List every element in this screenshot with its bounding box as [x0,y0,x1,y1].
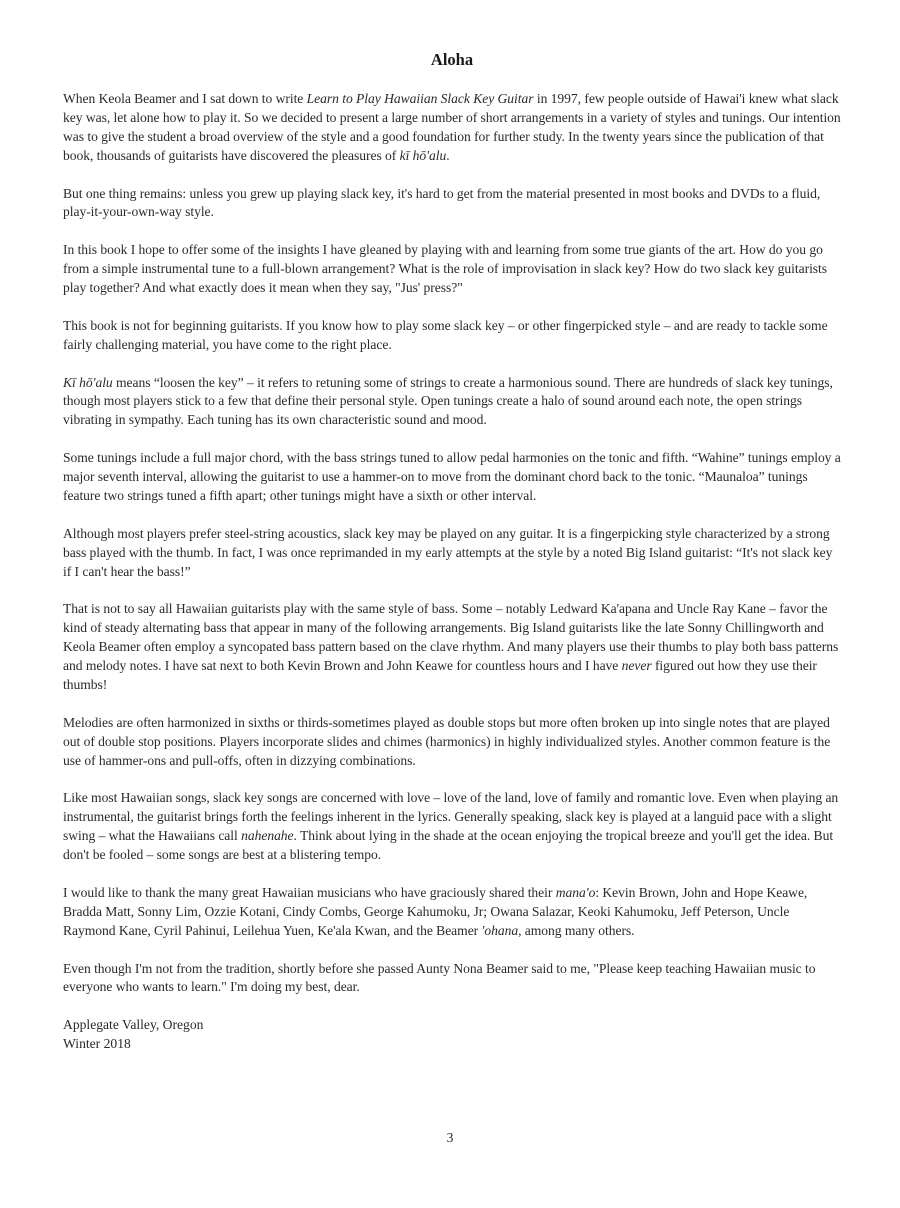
signature-block [63,1016,841,1054]
signature-place: Applegate Valley, Oregon [63,1017,204,1033]
body-text [63,90,841,997]
document-page [63,50,841,1054]
page-number: 3 [446,1130,454,1145]
text-run: Melodies are often harmonized in sixths or thirds-sometimes played as double stops but more often broken up into single notes that are played out of double stop positions. Players incorporate slides and chimes (harmonics) in highly individualized styles. Another common feature is the use of hammer-ons and pull-offs, often in dizzying combinations. [63,714,831,768]
text-run: When Keola Beamer and I sat down to write [63,91,307,106]
paragraph [63,185,841,223]
text-run: . [446,147,450,163]
text-run: Some tunings include a full major chord, with the bass strings tuned to allow pedal harmonies on the tonic and fifth. “Wahine” tunings employ a major seventh interval, allowing the guitarist to use a hammer-on to move from the dominant chord back to the tonic. “Maunaloa” tunings feature two strings tuned a fifth apart; other tunings might have a sixth or other interval. [63,450,841,503]
paragraph [63,525,841,582]
paragraph [63,960,841,998]
paragraph [63,789,841,865]
paragraph [63,374,841,431]
text-run: But one thing remains: unless you grew up playing slack key, it's hard to get from the material presented in most books and DVDs to a fluid, play-it-your-own-way style. [63,185,821,220]
italic-text: mana'o [555,884,596,900]
text-run: In this book I hope to offer some of the insights I have gleaned by playing with and learning from some true giants of the art. How do you go from a simple instrumental tune to a full-blown arrangement? What is the role of improvisation in slack key? How do two slack key guitarists play together? And what exactly does it mean when they say, "Jus' press?" [63,242,828,296]
text-run: I would like to thank the many great Hawaiian musicians who have graciously shared their [63,884,556,900]
text-run: Even though I'm not from the tradition, shortly before she passed Aunty Nona Beamer said to me, "Please keep teaching Hawaiian music to everyone who wants to learn." I'm doing my best, dear. [63,960,816,995]
paragraph [63,449,841,506]
text-run: Like most Hawaiian songs, slack key songs are concerned with love – love of the land, love of family and romantic love. Even when playing an instrumental, the guitarist brings forth the feelings inherent in the lyrics. Generally speaking, slack key is played at a languid pace with a slight swing – what the Hawaiians call [63,790,839,844]
text-run: This book is not for beginning guitarists. If you know how to play some slack key – or other fingerpicked style – and are ready to tackle some fairly challenging material, you have come to the right place. [63,317,828,352]
text-run: : Kevin Brown, John and Hope Keawe, Bradda Matt, Sonny Lim, Ozzie Kotani, Cindy Combs, George Kahumoku, Jr; Owana Salazar, Keoki Kahumoku, Jeff Peterson, Uncle Raymond Kane, Cyril Pahinui, Leilehua Yuen, Ke'ala Kwan, and the Beamer [63,884,808,938]
paragraph [63,241,841,298]
italic-text: Kī hō'alu [63,374,113,390]
text-run: in 1997, few people outside of Hawai'i knew what slack key was, let alone how to play it. So we decided to present a large number of short arrangements in a variety of styles and tunings. Our intention was to give the student a broad overview of the style and a good foundation for further study. In the twenty years since the publication of that book, thousands of guitarists have discovered the pleasures of [63,91,841,163]
text-run: , among many others. [518,922,635,938]
text-run: figured out how they use their thumbs! [63,658,817,692]
text-run: . Think about lying in the shade at the ocean enjoying the tropical breeze and you'll get the idea. But don't be fooled – some songs are best at a blistering tempo. [63,828,834,863]
italic-text: kī hō'alu [399,147,447,163]
italic-text: nahenahe [241,828,294,844]
italic-text: 'ohana [481,922,519,938]
paragraph [63,600,841,695]
italic-text: Learn to Play Hawaiian Slack Key Guitar [306,91,534,106]
paragraph [63,317,841,355]
paragraph [63,714,841,771]
italic-text: never [621,658,652,674]
text-run: means “loosen the key” – it refers to retuning some of strings to create a harmonious sound. There are hundreds of slack key tunings, though most players stick to a few that define their personal style. Open tunings create a halo of sound around each note, the open strings vibrating in sympathy. Each tuning has its own characteristic sound and mood. [63,374,833,428]
paragraph [63,90,841,166]
text-run: Although most players prefer steel-string acoustics, slack key may be played on any guitar. It is a fingerpicking style characterized by a strong bass played with the thumb. In fact, I was once reprimanded in my early attempts at the style by a noted Big Island guitarist: “It's not slack key if I can't hear the bass!” [63,525,833,579]
page-title: Aloha [430,50,474,69]
paragraph [63,884,841,941]
text-run: That is not to say all Hawaiian guitarists play with the same style of bass. Some – notably Ledward Ka'apana and Uncle Ray Kane – favor the kind of steady alternating bass that appear in many of the following arrangements. Big Island guitarists like the late Sonny Chillingworth and Keola Beamer often employ a syncopated bass pattern based on the clave rhythm. And many players use their thumbs to play both bass patterns and melody notes. I have sat next to both Kevin Brown and John Keawe for countless hours and I have [63,601,839,674]
signature-date: Winter 2018 [63,1036,131,1052]
